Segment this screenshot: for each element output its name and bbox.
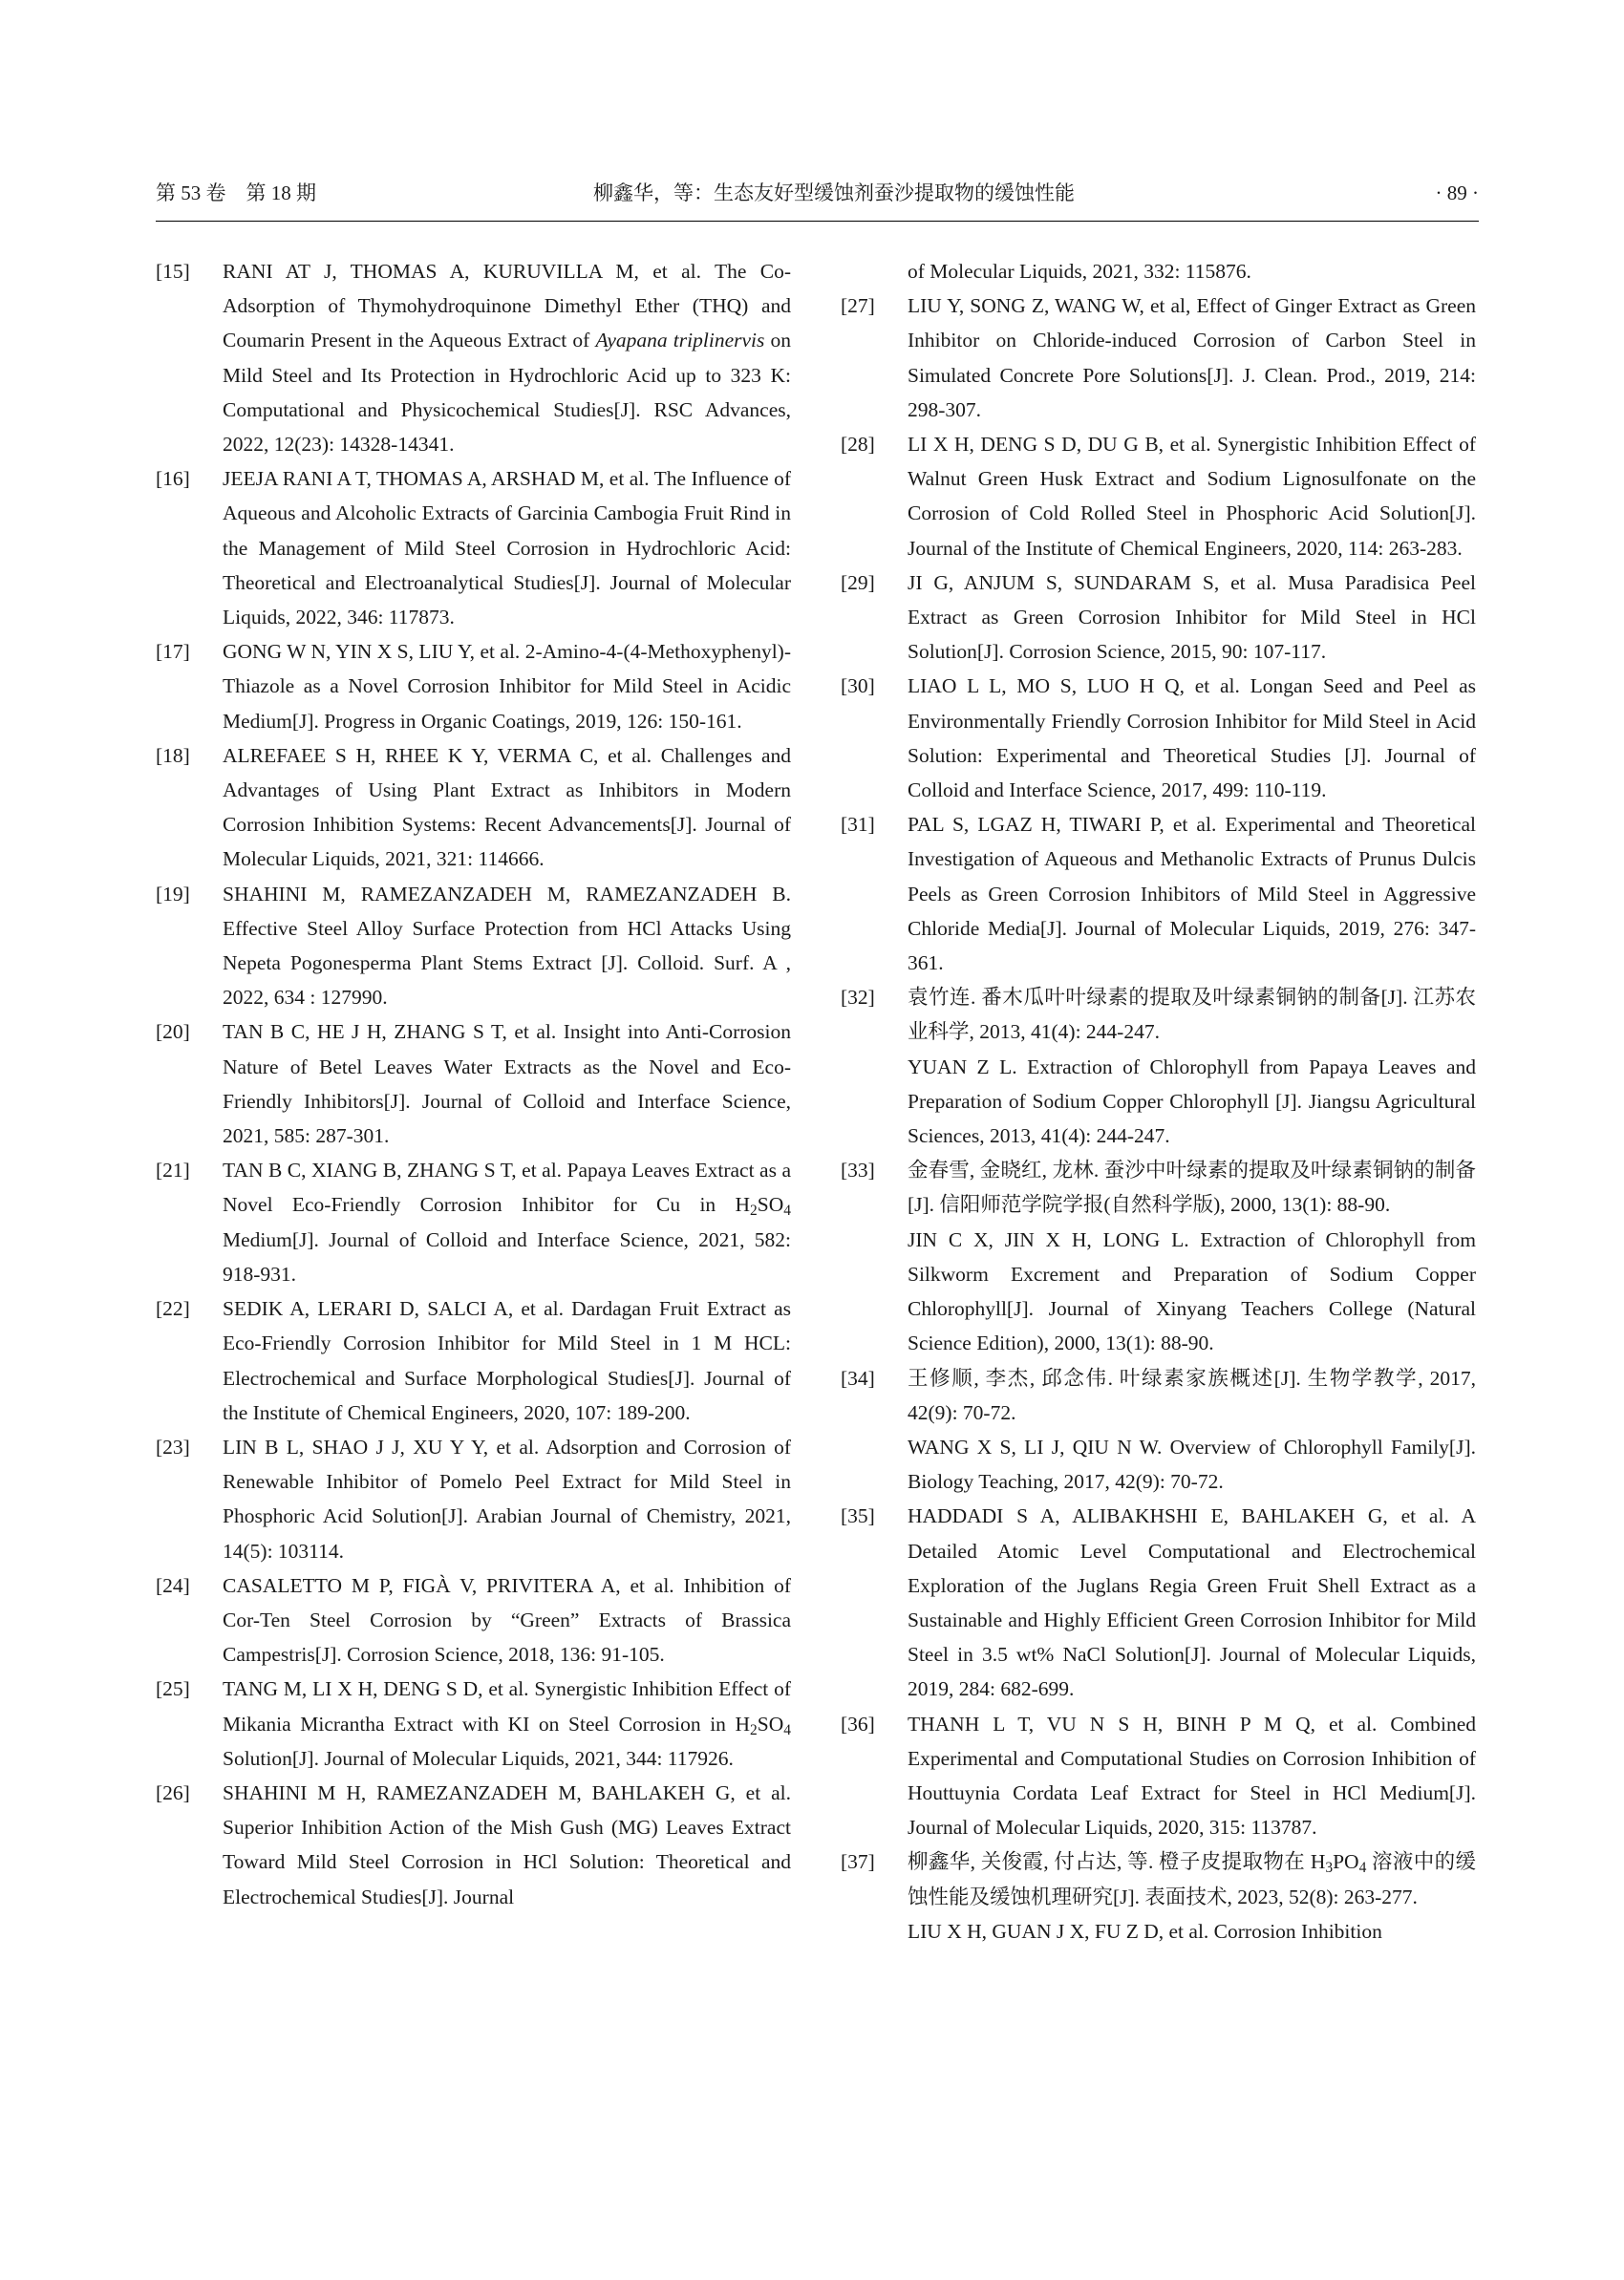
subscript: 2 [750,1721,758,1738]
reference-text [223,1568,791,1673]
text-run: Medium[J]. Journal of Colloid and Interface Science, 2021, 582: 918-931. [223,1227,791,1286]
reference-text [908,427,1476,565]
reference-text [908,669,1476,807]
running-title: 柳鑫华，等：生态友好型缓蚀剂蚕沙提取物的缓蚀性能 [593,181,1075,204]
reference-item [156,461,791,634]
text-run: LIAO L L, MO S, LUO H Q, et al. Longan Seed and Peel as Environmentally Friendly Corrosion Inhibitor for Mild Steel in Acid Solution: Experimental and Theoretical Studies [J]. Journal of Colloid and Interface Science, 2017, 499: 110-119. [908,674,1476,802]
reference-item [156,1568,791,1673]
reference-number: [34] [841,1366,875,1390]
reference-text [223,461,791,634]
text-run: LIN B L, SHAO J J, XU Y Y, et al. Adsorption and Corrosion of Renewable Inhibitor of Pomelo Peel Extract for Mild Steel in Phosphoric Acid Solution[J]. Arabian Journal of Chemistry, 2021, 14(5): 103114. [223,1435,791,1563]
reference-number: [32] [841,986,875,1010]
text-run: TAN B C, XIANG B, ZHANG S T, et al. Papaya Leaves Extract as a Novel Eco-Friendly Corrosion Inhibitor for Cu in H [223,1159,791,1217]
reference-item [841,669,1476,807]
text-run: LIU Y, SONG Z, WANG W, et al, Effect of Ginger Extract as Green Inhibitor on Chloride-induced Corrosion of Carbon Steel in Simulated Concrete Pore Solutions[J]. J. Clean. Prod., 2019, 214: 298-307. [908,294,1476,421]
reference-column-right [841,254,1476,1949]
reference-item [841,565,1476,670]
reference-number: [23] [156,1435,190,1459]
text-run: PAL S, LGAZ H, TIWARI P, et al. Experimental and Theoretical Investigation of Aqueous and Methanolic Extracts of Prunus Dulcis Peels as Green Corrosion Inhibitors of Mild Steel in Aggressive Chloride Media[J]. Journal of Molecular Liquids, 2019, 276: 347-361. [908,813,1476,975]
reference-item [156,254,791,461]
text-run: Solution[J]. Journal of Molecular Liquids, 2021, 344: 117926. [223,1746,734,1770]
reference-item [156,1291,791,1430]
reference-text [908,1499,1476,1706]
reference-number: [26] [156,1780,190,1804]
reference-number: [30] [841,674,875,698]
text-run: on Mild Steel and Its Protection in Hydrochloric Acid up to 323 K: Computational and Physicochemical Studies[J]. RSC Advances, 2022, 12(23): 14328-14341. [223,329,792,457]
reference-item [156,1672,791,1776]
reference-number: [18] [156,743,190,767]
header-rule [156,221,1479,222]
reference-text [223,877,791,1015]
subscript: 4 [783,1721,791,1738]
subscript: 4 [1358,1860,1367,1877]
text-run: 袁竹连. 番木瓜叶叶绿素的提取及叶绿素铜钠的制备[J]. 江苏农业科学, 2013, 41(4): 244-247. [908,986,1476,1044]
reference-text [908,1153,1476,1222]
text-run: THANH L T, VU N S H, BINH P M Q, et al. Combined Experimental and Computational Studies on Corrosion Inhibition of Houttuynia Cordata Leaf Extract for Steel in HCl Medium[J]. Journal of Molecular Liquids, 2020, 315: 113787. [908,1712,1476,1840]
text-run: 王修顺, 李杰, 邱念伟. 叶绿素家族概述[J]. 生物学教学, 2017, 42(9): 70-72. [908,1366,1476,1424]
reference-item [156,1014,791,1153]
reference-item [841,1499,1476,1706]
text-run: HADDADI S A, ALIBAKHSHI E, BAHLAKEH G, et al. A Detailed Atomic Level Computational and Electrochemical Exploration of the Juglans Regia Green Fruit Shell Extract as a Sustainable and Highly Efficient Green Corrosion Inhibitor for Mild Steel in 3.5 wt% NaCl Solution[J]. Journal of Molecular Liquids, 2019, 284: 682-699. [908,1504,1476,1701]
reference-item [841,1153,1476,1360]
reference-english-translation: JIN C X, JIN X H, LONG L. Extraction of Chlorophyll from Silkworm Excrement and Preparation of Sodium Copper Chlorophyll[J]. Journal of Xinyang Teachers College (Natural Science Edition), 2000, 13(1): 88-90. [908,1227,1476,1355]
reference-item [841,807,1476,980]
reference-text [908,1844,1476,1913]
reference-text [908,1361,1476,1430]
reference-item [841,1361,1476,1500]
reference-english-translation: YUAN Z L. Extraction of Chlorophyll from Papaya Leaves and Preparation of Sodium Copper Chlorophyll [J]. Jiangsu Agricultural Sciences, 2013, 41(4): 244-247. [908,1055,1476,1148]
reference-text [223,1776,791,1914]
reference-item [156,634,791,738]
reference-item [841,288,1476,427]
text-run: 柳鑫华, 关俊霞, 付占达, 等. 橙子皮提取物在 H [908,1850,1326,1874]
italic-species-name: Ayapana triplinervis [595,329,765,352]
reference-text [223,1153,791,1291]
reference-number: [35] [841,1504,875,1528]
reference-number: [16] [156,467,190,491]
text-run: CASALETTO M P, FIGÀ V, PRIVITERA A, et al. Inhibition of Cor-Ten Steel Corrosion by “Green” Extracts of Brassica Campestris[J]. Corrosion Science, 2018, 136: 91-105. [223,1573,791,1667]
reference-number: [36] [841,1712,875,1736]
reference-item [156,1776,791,1914]
text-run: SHAHINI M, RAMEZANZADEH M, RAMEZANZADEH B. Effective Steel Alloy Surface Protection from HCl Attacks Using Nepeta Pogonesperma Plant Stems Extract [J]. Colloid. Surf. A , 2022, 634 : 127990. [223,882,791,1010]
reference-item [841,427,1476,565]
text-run: SO [757,1712,784,1736]
text-run: SEDIK A, LERARI D, SALCI A, et al. Dardagan Fruit Extract as Eco-Friendly Corrosion Inhibitor for Mild Steel in 1 M HCL: Electrochemical and Surface Morphological Studies[J]. Journal of the Institute of Chemical Engineers, 2020, 107: 189-200. [223,1297,791,1424]
reference-text [908,807,1476,980]
reference-item [156,738,791,877]
reference-number: [37] [841,1850,875,1874]
reference-number: [31] [841,813,875,837]
text-run: 溶液中的缓蚀性能及缓蚀机理研究[J]. 表面技术, 2023, 52(8): 263-277. [908,1850,1476,1908]
reference-number: [17] [156,640,190,664]
reference-number: [20] [156,1020,190,1044]
text-run: PO [1333,1850,1359,1874]
reference-text [908,1707,1476,1845]
reference-text [223,738,791,877]
reference-number: [21] [156,1159,190,1183]
reference-item [156,1430,791,1568]
reference-text [908,980,1476,1049]
subscript: 3 [1325,1860,1334,1877]
reference-english-translation: WANG X S, LI J, QIU N W. Overview of Chlorophyll Family[J]. Biology Teaching, 2017, 42(9): 70-72. [908,1435,1476,1494]
reference-item [841,980,1476,1153]
text-run: SHAHINI M H, RAMEZANZADEH M, BAHLAKEH G, et al. Superior Inhibition Action of the Mish Gush (MG) Leaves Extract Toward Mild Steel Corrosion in HCl Solution: Theoretical and Electrochemical Studies[J]. Journal [223,1780,791,1908]
page-number: · 89 · [1435,181,1479,204]
text-run: ALREFAEE S H, RHEE K Y, VERMA C, et al. Challenges and Advantages of Using Plant Extract as Inhibitors in Modern Corrosion Inhibition Systems: Recent Advancements[J]. Journal of Molecular Liquids, 2021, 321: 114666. [223,743,791,871]
reference-item [841,1844,1476,1949]
reference-english-translation: LIU X H, GUAN J X, FU Z D, et al. Corrosion Inhibition [908,1919,1382,1943]
reference-text [223,634,791,738]
subscript: 4 [783,1203,791,1220]
reference-number: [22] [156,1297,190,1321]
text-run: TAN B C, HE J H, ZHANG S T, et al. Insight into Anti-Corrosion Nature of Betel Leaves Water Extracts as the Novel and Eco-Friendly Inhibitors[J]. Journal of Colloid and Interface Science, 2021, 585: 287-301. [223,1020,791,1148]
text-run: TANG M, LI X H, DENG S D, et al. Synergistic Inhibition Effect of Mikania Micrantha Extract with KI on Steel Corrosion in H [223,1677,791,1736]
reference-item [156,877,791,1015]
text-run: RANI AT J, THOMAS A, KURUVILLA M, et al. The Co-Adsorption of Thymohydroquinone Dimethyl Ether (THQ) and Coumarin Present in the Aqueous Extract of [223,260,791,352]
reference-text [908,565,1476,670]
reference-number: [33] [841,1159,875,1183]
text-run: 金春雪, 金晓红, 龙林. 蚕沙中叶绿素的提取及叶绿素铜钠的制备[J]. 信阳师范学院学报(自然科学版), 2000, 13(1): 88-90. [908,1159,1476,1217]
journal-volume-issue: 第 53 卷 第 18 期 [156,181,316,204]
reference-text [223,1430,791,1568]
subscript: 2 [750,1203,758,1220]
reference-text [223,1672,791,1776]
running-header [156,180,1479,218]
reference-number: [27] [841,294,875,318]
reference-number: [25] [156,1677,190,1701]
reference-text [223,1291,791,1430]
text-run: JEEJA RANI A T, THOMAS A, ARSHAD M, et al. The Influence of Aqueous and Alcoholic Extracts of Garcinia Cambogia Fruit Rind in the Management of Mild Steel Corrosion in Hydrochloric Acid: Theoretical and Electroanalytical Studies[J]. Journal of Molecular Liquids, 2022, 346: 117873. [223,467,791,629]
reference-number: [29] [841,570,875,594]
reference-item [156,1153,791,1291]
reference-number: [15] [156,260,190,283]
reference-number: [19] [156,882,190,906]
text-run: JI G, ANJUM S, SUNDARAM S, et al. Musa Paradisica Peel Extract as Green Corrosion Inhibitor for Mild Steel in HCl Solution[J]. Corrosion Science, 2015, 90: 107-117. [908,570,1476,664]
reference-item [841,1707,1476,1845]
reference-continuation: of Molecular Liquids, 2021, 332: 115876. [908,260,1251,283]
text-run: LI X H, DENG S D, DU G B, et al. Synergistic Inhibition Effect of Walnut Green Husk Extract and Sodium Lignosulfonate on the Corrosion of Cold Rolled Steel in Phosphoric Acid Solution[J]. Journal of the Institute of Chemical Engineers, 2020, 114: 263-283. [908,433,1476,560]
text-run: SO [757,1193,784,1217]
reference-number: [28] [841,433,875,457]
reference-column-left [156,254,791,1914]
reference-text [223,254,791,461]
reference-text [223,1014,791,1153]
reference-text [908,288,1476,427]
text-run: GONG W N, YIN X S, LIU Y, et al. 2-Amino-4-(4-Methoxyphenyl)-Thiazole as a Novel Corrosion Inhibitor for Mild Steel in Acidic Medium[J]. Progress in Organic Coatings, 2019, 126: 150-161. [223,640,791,733]
reference-number: [24] [156,1573,190,1597]
